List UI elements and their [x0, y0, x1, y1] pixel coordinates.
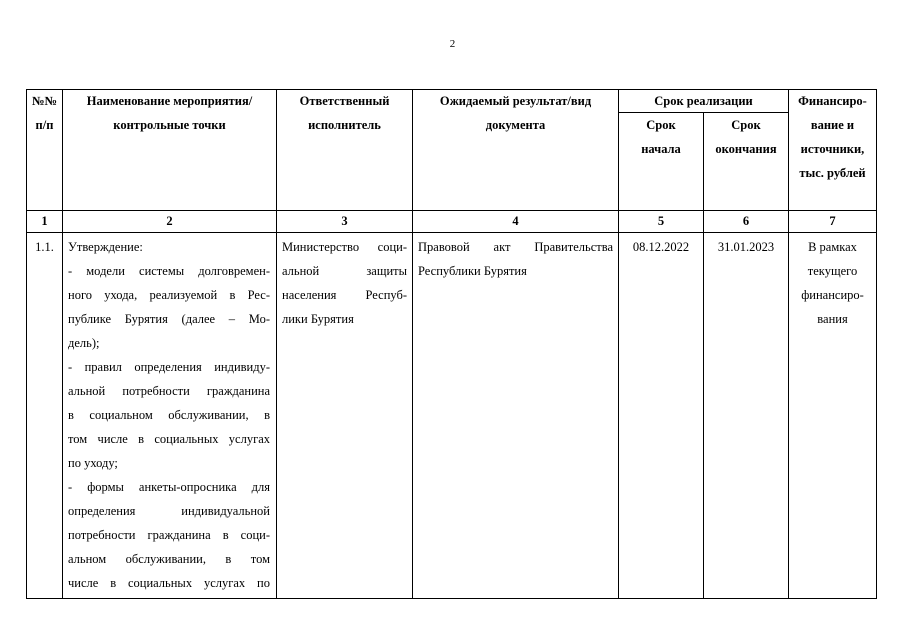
header-measure: Наименование мероприятия/ контрольные точки — [86, 94, 253, 132]
executor-text: Министерство соци- альной защиты населения Респуб- лики Бурятия — [282, 240, 407, 326]
header-start: Срок начала — [641, 118, 681, 156]
header-result: Ожидаемый результат/вид документа — [439, 94, 592, 132]
funding-text: В рамках текущего финансиро- вания — [801, 240, 864, 326]
header-number: №№ п/п — [31, 94, 58, 132]
start-date: 08.12.2022 — [632, 240, 690, 254]
column-number-7: 7 — [829, 214, 836, 228]
end-date: 31.01.2023 — [717, 240, 775, 254]
column-number-5: 5 — [657, 214, 665, 228]
column-number-3: 3 — [341, 214, 348, 228]
plan-table — [26, 89, 877, 599]
column-number-2: 2 — [166, 214, 173, 228]
column-number-4: 4 — [512, 214, 519, 228]
column-number-6: 6 — [742, 214, 750, 228]
column-number-1: 1 — [41, 214, 48, 228]
row-number: 1.1. — [35, 240, 54, 254]
header-executor: Ответственный исполнитель — [299, 94, 390, 132]
result-text: Правовой акт Правительства Республики Бурятия — [418, 240, 613, 278]
page-number: 2 — [449, 38, 456, 50]
header-term-group: Срок реализации — [654, 94, 753, 108]
header-funding: Финансиро- вание и источники, тыс. рублей — [798, 94, 867, 180]
header-end: Срок окончания — [715, 118, 777, 156]
measure-text: Утверждение: - модели системы долговремен- ного ухода, реализуемой в Рес- публике Бурятия (далее – Мо- дель); - правил определения индивиду- альной потребности гражданина в социальном обслуживании, в том числе в социальных услугах по уходу; - формы анкеты-опросника для определения индивидуальной потребности гражданина в соци- альном обслуживании, в том числе в социальных услугах по — [68, 240, 270, 590]
